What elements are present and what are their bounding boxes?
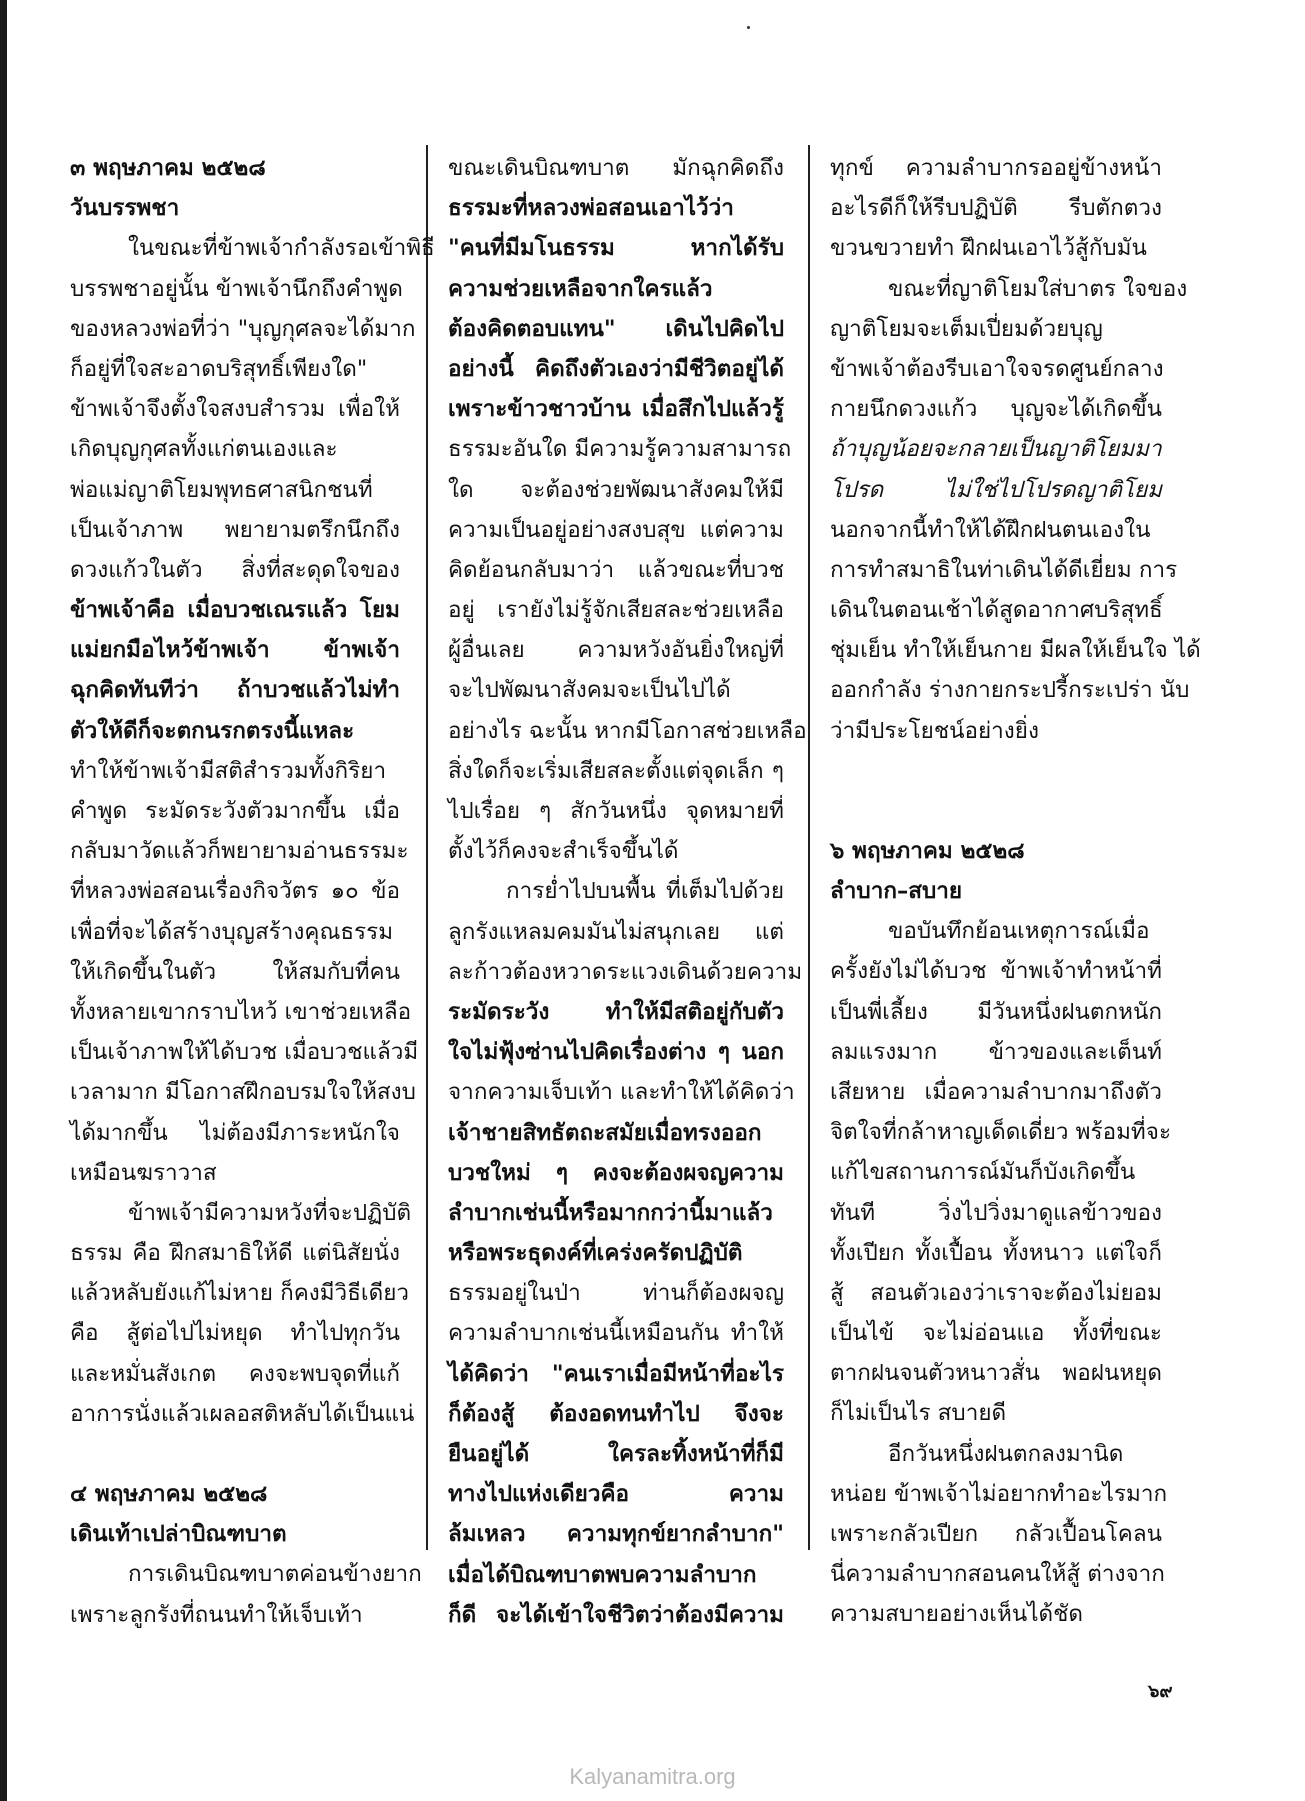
text-line: เพราะลูกรังที่ถนนทำให้เจ็บเท้า	[70, 1601, 363, 1628]
text-line: ความสบายอย่างเห็นได้ชัด	[830, 1601, 1084, 1628]
text-line: ว่ามีประโยชน์อย่างยิ่ง	[830, 717, 1039, 744]
column-divider	[426, 145, 428, 1550]
text-line: แล้วหลับยังแก้ไม่หาย ก็คงมีวิธีเดียว	[70, 1280, 410, 1307]
text-line: ความลำบากเช่นนี้เหมือนกัน ทำให้	[448, 1320, 784, 1347]
text-line: คือ สู้ต่อไปไม่หยุด ทำไปทุกวัน	[70, 1320, 400, 1347]
text-line: ทำให้ข้าพเจ้ามีสติสำรวมทั้งกิริยา	[70, 757, 387, 784]
entry-date: ๖ พฤษภาคม ๒๕๒๘	[830, 837, 1025, 864]
paragraph	[830, 1434, 1168, 1635]
text-line: ดวงแก้วในตัว สิ่งที่สะดุดใจของ	[70, 556, 400, 583]
paragraph	[448, 871, 803, 1635]
text-line: หรือพระธุดงค์ที่เคร่งครัดปฏิบัติ	[448, 1240, 743, 1267]
text-line: จากความเจ็บเท้า และทำให้ได้คิดว่า	[448, 1079, 795, 1106]
text-line: ความช่วยเหลือจากใครแล้ว	[448, 275, 713, 302]
column-3	[830, 148, 1201, 1635]
text-line: เหมือนฆราวาส	[70, 1159, 217, 1186]
text-line: ตั้งไว้ก็คงจะสำเร็จขึ้นได้	[448, 838, 679, 865]
text-line: เวลามาก มีโอกาสฝึกอบรมใจให้สงบ	[70, 1079, 416, 1106]
text-line: คำพูด ระมัดระวังตัวมากขึ้น เมื่อ	[70, 798, 400, 824]
column-1	[70, 148, 435, 1635]
text-line: คิดย้อนกลับมาว่า แล้วขณะที่บวช	[448, 556, 784, 583]
text-line: นอกจากนี้ทำให้ได้ฝึกฝนตนเองใน	[830, 516, 1151, 543]
paragraph	[830, 148, 1162, 269]
text-line: ระมัดระวัง ทำให้มีสติอยู่กับตัว	[448, 998, 784, 1025]
text-line: ใจไม่ฟุ้งซ่านไปคิดเรื่องต่าง ๆ นอก	[448, 1039, 784, 1066]
text-line: ขณะที่ญาติโยมใส่บาตร ใจของ	[888, 275, 1188, 302]
text-line: เมื่อได้บิณฑบาตพบความลำบาก	[448, 1561, 757, 1588]
text-line: ลำบากเช่นนี้หรือมากกว่านี้มาแล้ว	[448, 1199, 773, 1226]
text-line: เป็นพี่เลี้ยง มีวันหนึ่งฝนตกหนัก	[830, 998, 1162, 1025]
text-line: ทางไปแห่งเดียวคือ ความ	[448, 1481, 784, 1508]
paragraph	[448, 148, 807, 871]
text-line: ฉุกคิดทันทีว่า ถ้าบวชแล้วไม่ทำ	[70, 677, 400, 704]
text-line: ข้าพเจ้าต้องรีบเอาใจจรดศูนย์กลาง	[830, 355, 1164, 382]
text-line: เพื่อที่จะได้สร้างบุญสร้างคุณธรรม	[70, 918, 394, 945]
text-line: ที่หลวงพ่อสอนเรื่องกิจวัตร ๑๐ ข้อ	[70, 878, 400, 905]
text-line: เกิดบุญกุศลทั้งแก่ตนเองและ	[70, 436, 338, 463]
text-line: ธรรมะอันใด มีความรู้ความสามารถ	[448, 436, 792, 463]
text-line: ครั้งยังไม่ได้บวช ข้าพเจ้าทำหน้าที่	[830, 958, 1162, 985]
speck	[747, 26, 750, 29]
entry-date: ๓ พฤษภาคม ๒๕๒๘	[70, 155, 266, 181]
page-edge-shadow	[0, 0, 7, 1801]
text-line: ใด จะต้องช่วยพัฒนาสังคมให้มี	[448, 476, 784, 503]
text-line: เจ้าชายสิทธัตถะสมัยเมื่อทรงออก	[448, 1119, 762, 1146]
text-line: ก็ดี จะได้เข้าใจชีวิตว่าต้องมีความ	[448, 1601, 784, 1628]
entry-date: ๔ พฤษภาคม ๒๕๒๘	[70, 1481, 268, 1507]
text-line: เป็นเจ้าภาพ พยายามตรึกนึกถึง	[70, 516, 400, 543]
entry-title: ลำบาก–สบาย	[830, 878, 963, 904]
text-line: ยืนอยู่ได้ ใครละทิ้งหน้าที่ก็มี	[448, 1441, 784, 1467]
text-line: อย่างไร ฉะนั้น หากมีโอกาสช่วยเหลือ	[448, 717, 807, 744]
text-line: ข้าพเจ้ามีความหวังที่จะปฏิบัติ	[128, 1199, 412, 1226]
text-line: หน่อย ข้าพเจ้าไม่อยากทำอะไรมาก	[830, 1480, 1168, 1507]
watermark: Kalyanamitra.org	[569, 1764, 736, 1789]
text-line: ต้องคิดตอบแทน" เดินไปคิดไป	[448, 315, 784, 342]
text-line: ข้าพเจ้าคือ เมื่อบวชเณรแล้ว โยม	[70, 597, 400, 624]
text-line: ธรรม คือ ฝึกสมาธิให้ดี แต่นิสัยนั่ง	[70, 1240, 400, 1267]
text-line: ขวนขวายทำ ฝึกฝนเอาไว้สู้กับมัน	[830, 235, 1147, 262]
text-line: ทั้งเปียก ทั้งเปื้อน ทั้งหนาว แต่ใจก็	[830, 1239, 1162, 1266]
text-line: ก็ไม่เป็นไร สบายดี	[830, 1400, 1007, 1427]
text-line: ได้คิดว่า "คนเราเมื่อมีหน้าที่อะไร	[448, 1360, 784, 1387]
text-line: ความเป็นอยู่อย่างสงบสุข แต่ความ	[448, 516, 784, 543]
text-line: ขอบันทึกย้อนเหตุการณ์เมื่อ	[888, 918, 1150, 945]
text-line: แก้ไขสถานการณ์มันก็บังเกิดขึ้น	[830, 1159, 1136, 1186]
paragraph	[70, 228, 435, 1193]
text-line: จิตใจที่กล้าหาญเด็ดเดี่ยว พร้อมที่จะ	[830, 1119, 1172, 1146]
text-line: ก็อยู่ที่ใจสะอาดบริสุทธิ์เพียงใด"	[70, 355, 368, 382]
text-line: ตากฝนจนตัวหนาวสั่น พอฝนหยุด	[830, 1360, 1162, 1387]
text-line: ทุกข์ ความลำบากรออยู่ข้างหน้า	[830, 155, 1162, 181]
text-line: การทำสมาธิในท่าเดินได้ดีเยี่ยม การ	[830, 556, 1178, 583]
text-line: ของหลวงพ่อที่ว่า "บุญกุศลจะได้มาก	[70, 315, 416, 342]
text-line: และหมั่นสังเกต คงจะพบจุดที่แก้	[70, 1360, 400, 1387]
text-line: ญาติโยมจะเต็มเปี่ยมด้วยบุญ	[830, 315, 1103, 342]
text-line: บวชใหม่ ๆ คงจะต้องผจญความ	[448, 1159, 784, 1186]
text-line: สิ่งใดก็จะเริ่มเสียสละตั้งแต่จุดเล็ก ๆ	[448, 757, 784, 784]
paragraph	[70, 1193, 415, 1434]
text-line: ผู้อื่นเลย ความหวังอันยิ่งใหญ่ที่	[448, 637, 784, 664]
text-line: บรรพชาอยู่นั้น ข้าพเจ้านึกถึงคำพูด	[70, 275, 403, 302]
text-line: ถ้าบุญน้อยจะกลายเป็นญาติโยมมา	[830, 436, 1162, 463]
text-line: กายนึกดวงแก้ว บุญจะได้เกิดขึ้น	[830, 396, 1162, 423]
text-line: จะไปพัฒนาสังคมจะเป็นไปได้	[448, 677, 731, 704]
text-line: ขณะเดินบิณฑบาต มักฉุกคิดถึง	[448, 155, 784, 181]
text-line: อีกวันหนึ่งฝนตกลงมานิด	[888, 1440, 1124, 1467]
text-line: ข้าพเจ้าจึงตั้งใจสงบสำรวม เพื่อให้	[70, 396, 400, 423]
text-line: "คนที่มีมโนธรรม หากได้รับ	[448, 235, 784, 262]
text-line: ธรรมอยู่ในป่า ท่านก็ต้องผจญ	[448, 1280, 784, 1307]
text-line: สู้ สอนตัวเองว่าเราจะต้องไม่ยอม	[830, 1279, 1162, 1306]
text-line: ทันที วิ่งไปวิ่งมาดูแลข้าวของ	[830, 1199, 1162, 1226]
text-line: ในขณะที่ข้าพเจ้ากำลังรอเข้าพิธี	[128, 235, 435, 262]
text-line: อะไรดีก็ให้รีบปฏิบัติ รีบตักตวง	[830, 195, 1162, 222]
paragraph	[830, 269, 1201, 751]
text-line: เพราะกลัวเปียก กลัวเปื้อนโคลน	[830, 1521, 1162, 1547]
paragraph	[830, 911, 1172, 1433]
text-line: นี่ความลำบากสอนคนให้สู้ ต่างจาก	[830, 1561, 1165, 1588]
text-line: ธรรมะที่หลวงพ่อสอนเอาไว้ว่า	[448, 195, 734, 222]
column-divider	[808, 145, 810, 1550]
text-line: พ่อแม่ญาติโยมพุทธศาสนิกชนที่	[70, 476, 373, 503]
text-line: อย่างนี้ คิดถึงตัวเองว่ามีชีวิตอยู่ได้	[448, 355, 784, 382]
text-line: เป็นเจ้าภาพให้ได้บวช เมื่อบวชแล้วมี	[70, 1039, 419, 1066]
text-line: ตัวให้ดีก็จะตกนรกตรงนี้แหละ	[70, 717, 355, 744]
text-line: ลมแรงมาก ข้าวของและเต็นท์	[830, 1038, 1162, 1065]
text-line: ล้มเหลว ความทุกข์ยากลำบาก"	[448, 1521, 784, 1548]
entry-title: วันบรรพชา	[70, 195, 180, 222]
text-line: เสียหาย เมื่อความลำบากมาถึงตัว	[830, 1078, 1162, 1105]
text-line: กลับมาวัดแล้วก็พยายามอ่านธรรมะ	[70, 838, 409, 865]
text-line: การย่ำไปบนพื้น ที่เต็มไปด้วย	[506, 878, 784, 905]
text-line: เดินในตอนเช้าได้สูดอากาศบริสุทธิ์	[830, 597, 1163, 624]
text-line: อยู่ เรายังไม่รู้จักเสียสละช่วยเหลือ	[448, 597, 784, 624]
text-line: โปรด ไม่ใช่ไปโปรดญาติโยม	[830, 476, 1162, 503]
text-line: ไปเรื่อย ๆ สักวันหนึ่ง จุดหมายที่	[448, 798, 784, 824]
paragraph	[70, 1554, 422, 1634]
text-line: การเดินบิณฑบาตค่อนข้างยาก	[128, 1561, 422, 1588]
page-number: ๖๙	[1148, 1681, 1173, 1702]
text-line: อาการนั่งแล้วเผลอสติหลับได้เป็นแน่	[70, 1400, 415, 1427]
text-line: ให้เกิดขึ้นในตัว ให้สมกับที่คน	[70, 958, 400, 985]
text-line: ก็ต้องสู้ ต้องอดทนทำไป จึงจะ	[448, 1400, 784, 1427]
text-line: เพราะข้าวชาวบ้าน เมื่อสึกไปแล้วรู้	[448, 396, 784, 423]
text-line: ออกกำลัง ร่างกายกระปรี้กระเปร่า นับ	[830, 677, 1190, 704]
text-line: เป็นไข้ จะไม่อ่อนแอ ทั้งที่ขณะ	[830, 1320, 1162, 1347]
text-line: ได้มากขึ้น ไม่ต้องมีภาระหนักใจ	[70, 1119, 400, 1146]
text-line: ทั้งหลายเขากราบไหว้ เขาช่วยเหลือ	[70, 998, 412, 1025]
entry-title: เดินเท้าเปล่าบิณฑบาต	[70, 1521, 287, 1548]
text-line: ลูกรังแหลมคมมันไม่สนุกเลย แต่	[448, 918, 784, 945]
text-line: ชุ่มเย็น ทำให้เย็นกาย มีผลให้เย็นใจ ได้	[830, 637, 1201, 664]
column-2	[448, 148, 807, 1635]
text-line: แม่ยกมือไหว้ข้าพเจ้า ข้าพเจ้า	[70, 637, 400, 664]
text-line: ละก้าวต้องหวาดระแวงเดินด้วยความ	[448, 958, 803, 985]
